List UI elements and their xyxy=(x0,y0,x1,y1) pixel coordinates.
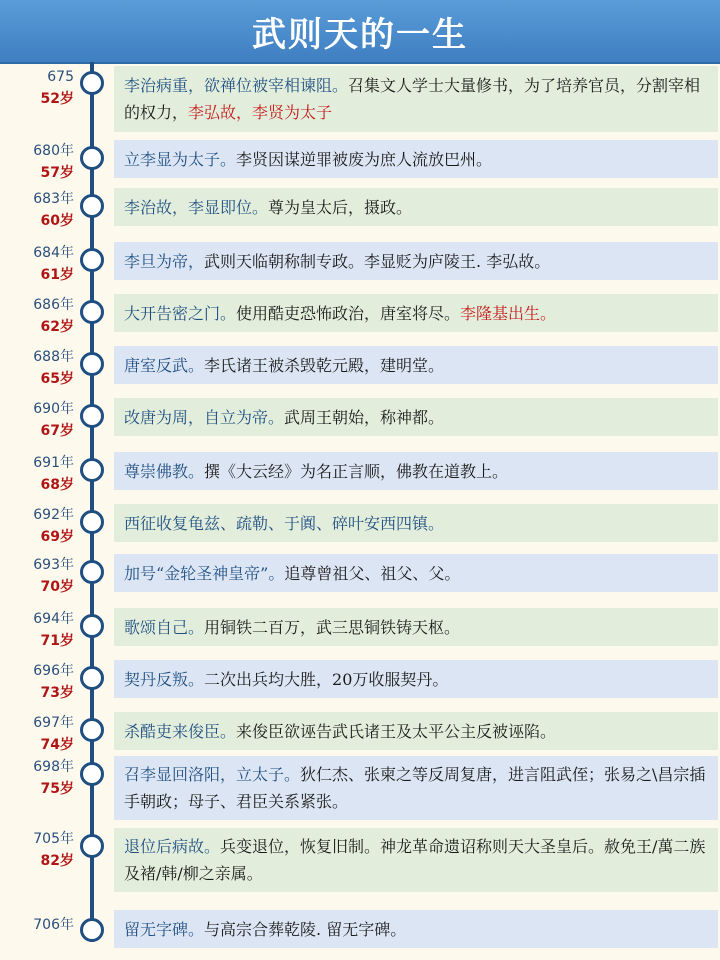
entry-text: 来俊臣欲诬告武氏诸王及太平公主反被诬陷。 xyxy=(236,721,557,741)
entry-year: 696年 xyxy=(33,663,74,679)
timeline-node-icon xyxy=(80,762,104,786)
entry-year: 697年 xyxy=(33,715,74,731)
entry-text: 李贤因谋逆罪被废为庶人流放巴州。 xyxy=(236,149,493,169)
entry-text: 用铜铁二百万，武三思铜铁铸天枢。 xyxy=(204,617,461,637)
entry-year: 692年 xyxy=(33,507,74,523)
entry-lead: 李旦为帝， xyxy=(124,251,205,271)
entry-card xyxy=(114,140,718,178)
entry-text: 兵变退位，恢复旧制。神龙革命遗诏称则天大圣皇后。赦免王/萬二族及褚/韩/柳之亲属。 xyxy=(124,837,706,883)
entry-lead: 留无字碑。 xyxy=(124,919,205,939)
entry-card xyxy=(114,242,718,280)
entry-card xyxy=(114,608,718,646)
entry-age: 71岁 xyxy=(40,633,74,649)
entry-text: 李氏诸王被杀毁乾元殿，建明堂。 xyxy=(204,355,445,375)
timeline-node-icon xyxy=(80,248,104,272)
entry-card xyxy=(114,756,718,820)
entry-card xyxy=(114,66,718,132)
timeline-node-icon xyxy=(80,918,104,942)
entry-card xyxy=(114,188,718,226)
entry-lead: 改唐为周，自立为帝。 xyxy=(124,407,285,427)
entry-card xyxy=(114,828,718,892)
entry-card xyxy=(114,910,718,948)
timeline-node-icon xyxy=(80,614,104,638)
entry-age: 61岁 xyxy=(40,267,74,283)
entry-lead: 李治病重，欲禅位被宰相谏阻。 xyxy=(124,76,349,95)
entry-age: 62岁 xyxy=(40,319,74,335)
entry-text: 二次出兵均大胜，20万收服契丹。 xyxy=(204,669,449,689)
entry-text: 狄仁杰、张柬之等反周复唐，进言阻武侄；张易之\昌宗插手朝政；母子、君臣关系紧张。 xyxy=(124,765,706,811)
timeline-node-icon xyxy=(80,718,104,742)
entry-age: 74岁 xyxy=(40,737,74,753)
timeline-node-icon xyxy=(80,352,104,376)
timeline-node-icon xyxy=(80,834,104,858)
timeline-node-icon xyxy=(80,404,104,428)
timeline-node-icon xyxy=(80,560,104,584)
entry-text: 武则天临朝称制专政。李显贬为庐陵王. 李弘故。 xyxy=(204,251,551,271)
entry-highlight: 李弘故，李贤为太子 xyxy=(188,103,333,122)
entry-lead: 大开告密之门。 xyxy=(124,303,237,323)
timeline-node-icon xyxy=(80,666,104,690)
entry-text: 召集文人学士大量修书，为了培养官员，分割宰相的权力， xyxy=(124,76,701,122)
entry-age: 70岁 xyxy=(40,579,74,595)
entry-age: 67岁 xyxy=(40,423,74,439)
entry-lead: 契丹反叛。 xyxy=(124,669,205,689)
timeline-node-icon xyxy=(80,146,104,170)
entry-lead: 唐室反武。 xyxy=(124,355,205,375)
timeline-node-icon xyxy=(80,510,104,534)
entry-age: 69岁 xyxy=(40,529,74,545)
entry-lead: 李治故，李显即位。 xyxy=(124,197,269,217)
entry-lead: 歌颂自己。 xyxy=(124,617,205,637)
entry-card xyxy=(114,504,718,542)
entry-year: 690年 xyxy=(33,401,74,417)
entry-highlight: 李隆基出生。 xyxy=(460,303,557,323)
entry-age: 82岁 xyxy=(40,853,74,869)
entry-year: 694年 xyxy=(33,611,74,627)
entry-age: 68岁 xyxy=(40,477,74,493)
entry-year: 706年 xyxy=(33,917,74,933)
entry-text: 撰《大云经》为名正言顺，佛教在道教上。 xyxy=(204,461,509,481)
title-bar xyxy=(0,0,720,64)
entry-card xyxy=(114,452,718,490)
entry-text: 追尊曾祖父、祖父、父。 xyxy=(284,563,461,583)
entry-year: 691年 xyxy=(33,455,74,471)
entry-lead: 立李显为太子。 xyxy=(124,149,237,169)
entry-lead: 西征收复龟兹、疏勒、于阗、碎叶安西四镇。 xyxy=(124,513,445,533)
entry-lead: 加号“金轮圣神皇帝”。 xyxy=(124,563,285,583)
entry-card xyxy=(114,554,718,592)
entry-card xyxy=(114,660,718,698)
entry-age: 57岁 xyxy=(40,165,74,181)
entry-lead: 尊崇佛教。 xyxy=(124,461,205,481)
entry-card xyxy=(114,398,718,436)
page-title: 武则天的一生 xyxy=(252,14,468,55)
entry-age: 52岁 xyxy=(40,91,74,107)
entry-lead: 召李显回洛阳，立太子。 xyxy=(124,765,301,784)
entry-year: 680年 xyxy=(33,143,74,159)
entry-year: 686年 xyxy=(33,297,74,313)
entry-year: 688年 xyxy=(33,349,74,365)
entry-age: 73岁 xyxy=(40,685,74,701)
entry-age: 65岁 xyxy=(40,371,74,387)
timeline-node-icon xyxy=(80,194,104,218)
timeline-node-icon xyxy=(80,71,104,95)
entry-text: 使用酷吏恐怖政治，唐室将尽。 xyxy=(236,303,461,323)
entry-card xyxy=(114,346,718,384)
entry-lead: 退位后病故。 xyxy=(124,837,221,856)
entry-age: 75岁 xyxy=(40,781,74,797)
entry-text: 尊为皇太后，摄政。 xyxy=(268,197,413,217)
entry-year: 705年 xyxy=(33,831,74,847)
timeline-node-icon xyxy=(80,300,104,324)
entry-age: 60岁 xyxy=(40,213,74,229)
entry-year: 698年 xyxy=(33,759,74,775)
entry-year: 684年 xyxy=(33,245,74,261)
entry-lead: 杀酷吏来俊臣。 xyxy=(124,721,237,741)
entry-year: 683年 xyxy=(33,191,74,207)
entry-card xyxy=(114,294,718,332)
entry-text: 与高宗合葬乾陵. 留无字碑。 xyxy=(204,919,407,939)
timeline-node-icon xyxy=(80,458,104,482)
entry-year: 693年 xyxy=(33,557,74,573)
entry-card xyxy=(114,712,718,750)
entry-year: 675 xyxy=(47,69,74,85)
entry-text: 武周王朝始，称神都。 xyxy=(284,407,445,427)
